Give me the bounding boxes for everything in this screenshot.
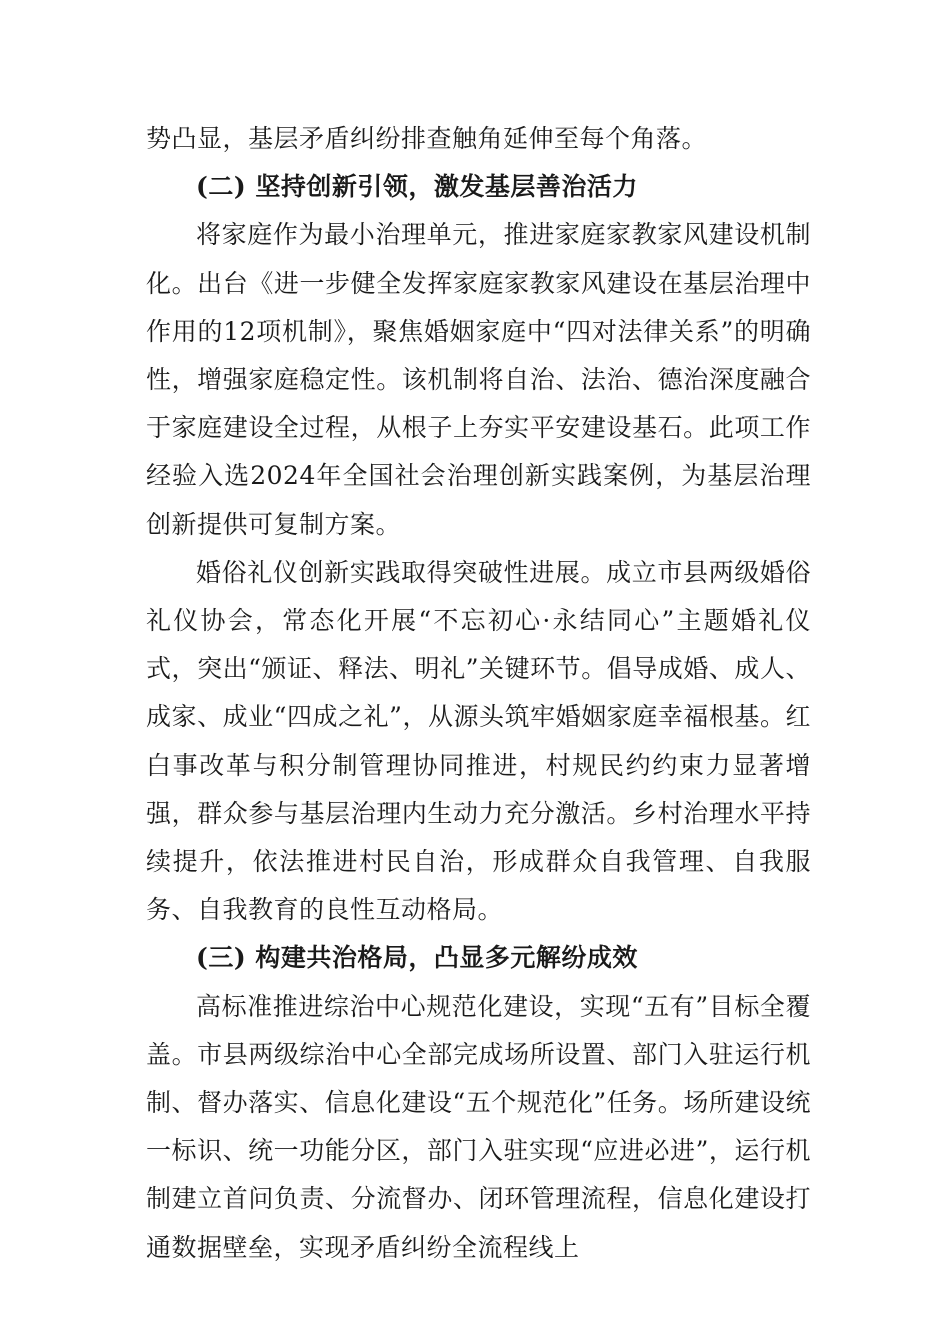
body-paragraph-family-governance: 将家庭作为最小治理单元，推进家庭家教家风建设机制化。出台《进一步健全发挥家庭家教家风建设在基层治理中作用的12项机制》，聚焦婚姻家庭中“四对法律关系”的明确性，增强家庭稳定性。该机制将自治、法治、德治深度融合于家庭建设全过程，从根子上夯实平安建设基石。此项工作经验入选2024年全国社会治理创新实践案例，为基层治理创新提供可复制方案。 [146,220,811,539]
document-page [146,115,811,1272]
section-heading-2: (二) 坚持创新引领，激发基层善治活力 [196,172,638,202]
section-heading-3: (三) 构建共治格局，凸显多元解纷成效 [196,943,638,973]
body-paragraph-wedding-customs: 婚俗礼仪创新实践取得突破性进展。成立市县两级婚俗礼仪协会，常态化开展“不忘初心·永结同心”主题婚礼仪式，突出“颁证、释法、明礼”关键环节。倡导成婚、成人、成家、成业“四成之礼”，从源头筑牢婚姻家庭幸福根基。红白事改革与积分制管理协同推进，村规民约约束力显著增强，群众参与基层治理内生动力充分激活。乡村治理水平持续提升，依法推进村民自治，形成群众自我管理、自我服务、自我教育的良性互动格局。 [146,557,811,925]
body-paragraph-center-construction: 高标准推进综治中心规范化建设，实现“五有”目标全覆盖。市县两级综治中心全部完成场所设置、部门入驻运行机制、督办落实、信息化建设“五个规范化”任务。场所建设统一标识、统一功能分区，部门入驻实现“应进必进”，运行机制建立首问负责、分流督办、闭环管理流程，信息化建设打通数据壁垒，实现矛盾纠纷全流程线上 [146,991,811,1262]
continuation-paragraph: 势凸显，基层矛盾纠纷排查触角延伸至每个角落。 [146,124,708,153]
